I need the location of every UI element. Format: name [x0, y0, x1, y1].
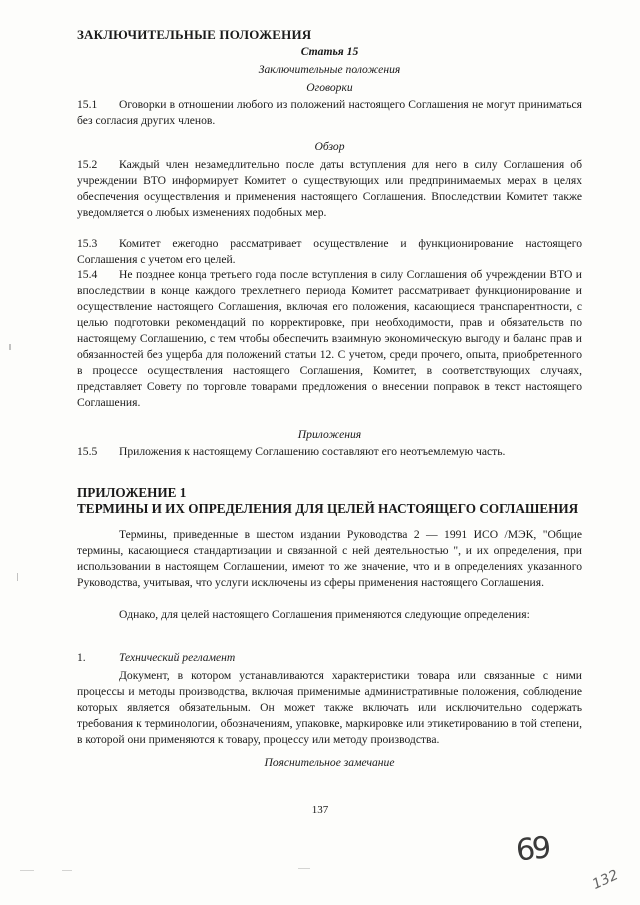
- paragraph-text: Каждый член незамедлительно после даты вступления для него в силу Соглашения об учреждении ВТО информирует Комитет о существующих или предпринимаемых мерах в целях обеспечения осуществления и применения настоящего Соглашения. Впоследствии Комитет также уведомляется о любых изменениях подобных мер.: [77, 158, 582, 219]
- handwritten-page-number: 69: [514, 830, 550, 869]
- paragraph-number: 15.5: [77, 445, 98, 458]
- annex-however: Однако, для целей настоящего Соглашения применяются следующие определения:: [119, 608, 530, 621]
- annex-title-line1: ПРИЛОЖЕНИЕ 1: [77, 485, 187, 500]
- scan-mark: [62, 870, 72, 871]
- handwritten-corner-number: 132: [589, 867, 621, 893]
- term-number: 1.: [77, 651, 86, 664]
- annexes-heading: Приложения: [297, 428, 362, 441]
- explanatory-note-heading: Пояснительное замечание: [264, 756, 395, 769]
- term-label: Технический регламент: [119, 651, 236, 664]
- page-number: 137: [311, 804, 329, 816]
- review-heading: Обзор: [314, 140, 345, 153]
- paragraph-number: 15.1: [77, 98, 98, 111]
- term-1-heading: [77, 650, 582, 666]
- scan-mark: [298, 868, 310, 869]
- paragraph-number: 15.4: [77, 268, 98, 281]
- article-subtitle: Заключительные положения: [258, 63, 401, 76]
- term-1-definition: Документ, в котором устанавливаются характеристики товара или связанные с ними процессы и методы производства, включая применимые административные положения, соблюдение которых является обязательным. Он может также включать или исключительно содержать требования к терминологии, обозначениям, упаковке, маркировке или этикетированию в той степени, в которой они применяются к товару, процессу или методу производства.: [77, 669, 582, 746]
- paragraph-15-4: [77, 267, 582, 411]
- paragraph-text: Не позднее конца третьего года после вступления в силу Соглашения об учреждении ВТО и впоследствии в конце каждого трехлетнего периода Комитет рассматривает функционирование и осуществление настоящего Соглашения, включая его положения, касающиеся транспарентности, с целью подготовки рекомендаций по корректировке, при необходимости, прав и обязательств по настоящему Соглашению, с тем чтобы обеспечить взаимную экономическую выгоду и баланс прав и обязанностей без ущерба для положений статьи 12. С учетом, среди прочего, опыта, приобретенного в процессе осуществления настоящего Соглашения, Комитет, в соответствующих случаях, представляет Совету по торговле товарами предложения о внесении поправок в текст настоящего Соглашения.: [77, 268, 582, 409]
- paragraph-text: Комитет ежегодно рассматривает осуществление и функционирование настоящего Соглашения с учетом его целей.: [77, 237, 582, 266]
- paragraph-number: 15.2: [77, 158, 98, 171]
- annex-intro: Термины, приведенные в шестом издании Руководства 2 — 1991 ИСО /МЭК, "Общие термины, касающиеся стандартизации и связанной с ней деятельностью ", и их определения, при использовании в настоящем Соглашении, имеют то же значение, что и в определениях указанного Руководства, учитывая, что услуги исключены из сферы применения настоящего Соглашения.: [77, 528, 582, 589]
- paragraph-15-1: [77, 97, 582, 129]
- paragraph-text: Оговорки в отношении любого из положений настоящего Соглашения не могут приниматься без согласия других членов.: [77, 98, 582, 127]
- paragraph-15-3: [77, 236, 582, 268]
- annex-title-line2: ТЕРМИНЫ И ИХ ОПРЕДЕЛЕНИЯ ДЛЯ ЦЕЛЕЙ НАСТОЯЩЕГО СОГЛАШЕНИЯ: [77, 501, 579, 516]
- paragraph-15-5: [77, 444, 582, 460]
- paragraph-text: Приложения к настоящему Соглашению составляют его неотъемлемую часть.: [119, 445, 506, 458]
- paragraph-15-2: [77, 157, 582, 221]
- scan-mark: [9, 344, 11, 350]
- article-label: Статья 15: [300, 45, 359, 58]
- paragraph-number: 15.3: [77, 237, 98, 250]
- reservations-heading: Оговорки: [306, 81, 353, 94]
- scan-mark: [20, 870, 34, 871]
- section-title: ЗАКЛЮЧИТЕЛЬНЫЕ ПОЛОЖЕНИЯ: [77, 27, 312, 42]
- scan-mark: [17, 573, 18, 581]
